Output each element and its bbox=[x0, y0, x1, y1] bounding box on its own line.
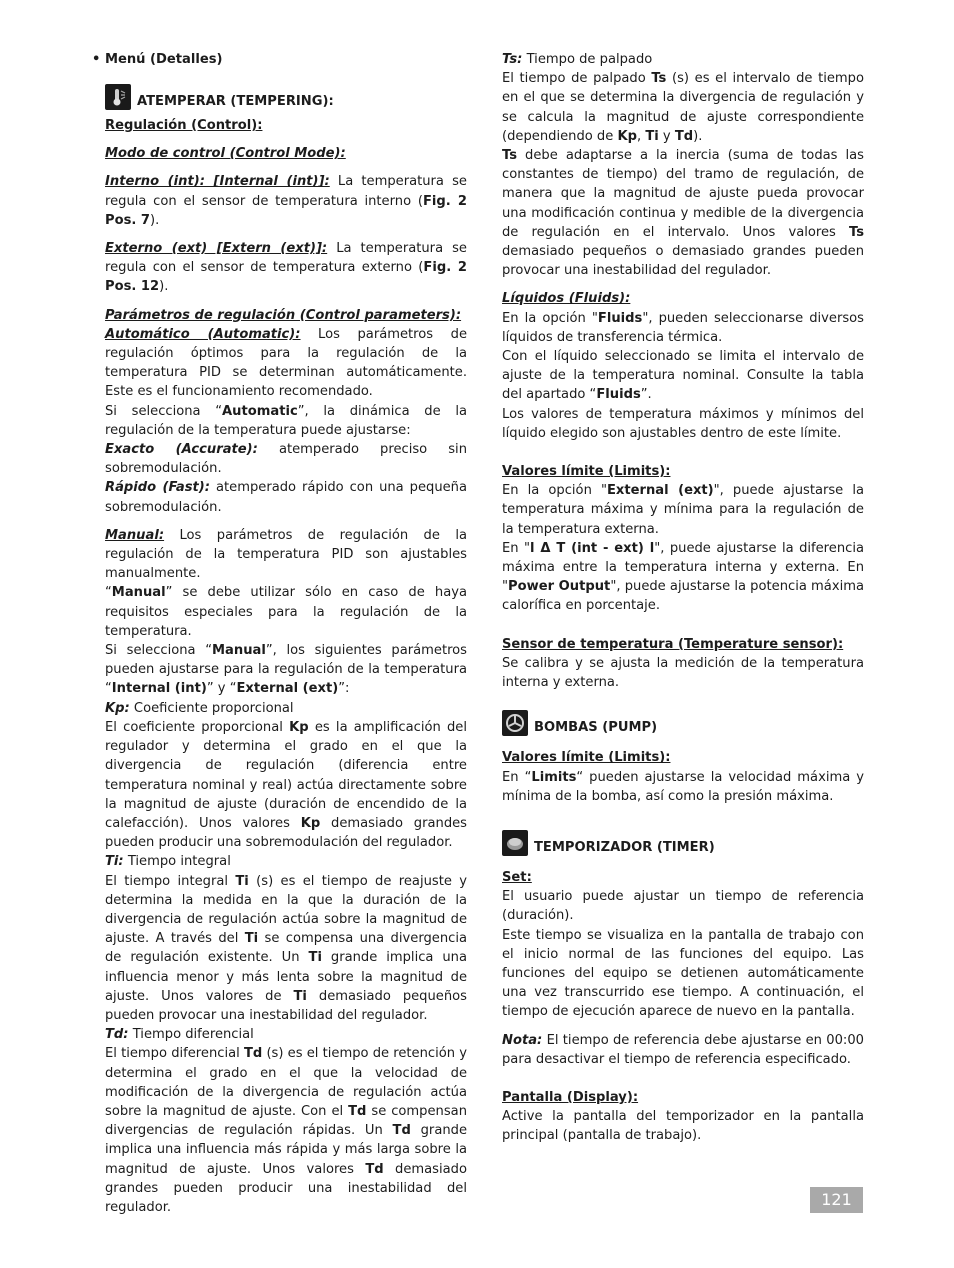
control-heading: Regulación (Control): bbox=[105, 118, 263, 133]
external-paragraph: Externo (ext) [Extern (ext)]: La temperatura se regula con el sensor de temperatura externo (Fig. 2 Pos. 12). bbox=[105, 241, 467, 295]
pump-header bbox=[502, 710, 864, 736]
ti-title: Ti: Tiempo integral bbox=[105, 854, 231, 870]
timer-icon bbox=[502, 830, 528, 856]
timer-display-text: Active la pantalla del temporizador en la pantalla principal (pantalla de trabajo). bbox=[502, 1109, 864, 1144]
sensor-heading: Sensor de temperatura (Temperature sensor): bbox=[502, 636, 844, 652]
ts-paragraph: El tiempo de palpado Ts (s) es el intervalo de tiempo en el que se determina la divergencia de regulación y se calcula la magnitud de ajuste correspondiente (dependiendo de Kp, Ti y Td). bbox=[502, 71, 864, 144]
limits-paragraph: En la opción "External (ext)", puede ajustarse la temperatura máxima y mínima para la regulación de la temperatura externa. bbox=[502, 483, 864, 537]
tempering-heading: ATEMPERAR (TEMPERING): bbox=[137, 94, 334, 109]
fluids-heading: Líquidos (Fluids): bbox=[502, 291, 631, 307]
auto-select-paragraph: Si selecciona “Automatic”, la dinámica de la regulación de la temperatura puede ajustarse: bbox=[105, 403, 468, 438]
timer-display-paragraph: Este tiempo se visualiza en la pantalla de trabajo con el inicio normal de las funciones del equipo. Las funciones del equipo se detienen automáticamente una vez transcurrido ese tiempo. A continuación, el tiempo de ejecución aparece de nuevo en la pantalla. bbox=[502, 927, 864, 1020]
kp-title: Kp: Coeficiente proporcional bbox=[105, 700, 294, 716]
left-column bbox=[105, 50, 467, 1217]
tempering-header bbox=[105, 84, 467, 110]
fluids-limits-paragraph: Los valores de temperatura máximos y mínimos del líquido elegido son ajustables dentro de este límite. bbox=[502, 406, 864, 441]
timer-set-paragraph: El usuario puede ajustar un tiempo de referencia (duración). bbox=[502, 889, 864, 924]
accurate-paragraph: Exacto (Accurate): atemperado preciso sin sobremodulación. bbox=[105, 442, 467, 477]
limits-heading: Valores límite (Limits): bbox=[502, 464, 671, 480]
timer-set-heading: Set: bbox=[502, 869, 532, 885]
td-paragraph: El tiempo diferencial Td (s) es el tiempo de retención y determina el grado en el que la velocidad de modificación de la divergencia de regulación actúa sobre la magnitud de ajuste. Con el Td se compensan divergencias de regulación rápidas. Un Td grande implica una influencia más rápida y más larga sobre la magnitud de ajuste. Unos valores Td demasiado grandes pueden producir una inestabilidad del regulador. bbox=[105, 1046, 468, 1215]
pump-limits-paragraph: En “Limits“ pueden ajustarse la velocidad máxima y mínima de la bomba, así como la presión máxima. bbox=[502, 769, 864, 804]
kp-paragraph: El coeficiente proporcional Kp es la amplificación del regulador y determina el grado en el que la divergencia de regulación (diferencia entre temperatura nominal y real) actúa directamente sobre la magnitud de ajuste (duración de encendido de la calefacción). Unos valores Kp demasiado grandes pueden producir una sobremodulación del regulador. bbox=[105, 719, 468, 851]
thermometer-icon bbox=[105, 84, 131, 110]
ts-adapt-paragraph: Ts debe adaptarse a la inercia (suma de todas las constantes de tiempo) del tramo de regulación, de manera que la magnitud de ajuste pueda provocar una modificación continua y medible de la divergencia de regulación en el intervalo. Unos valores Ts demasiado pequeños o demasiado grandes pueden provocar una inestabilidad del regulador. bbox=[502, 148, 864, 279]
internal-paragraph: Interno (int): [Internal (int)]: La temperatura se regula con el sensor de temperatura interno (Fig. 2 Pos. 7). bbox=[105, 174, 467, 228]
sensor-paragraph: Se calibra y se ajusta la medición de la temperatura interna y externa. bbox=[502, 655, 864, 691]
right-column bbox=[502, 50, 864, 1146]
pump-heading: BOMBAS (PUMP) bbox=[534, 720, 658, 736]
manual-select-paragraph: Si selecciona “Manual”, los siguientes parámetros pueden ajustarse para la regulación de la temperatura “Internal (int)” y “External (ext)”: bbox=[105, 643, 468, 697]
manual-quote-paragraph: “Manual” se debe utilizar sólo en caso de haya requisitos especiales para la regulación de la temperatura. bbox=[105, 585, 467, 639]
params-heading: Parámetros de regulación (Control parameters): bbox=[105, 307, 462, 323]
pump-icon bbox=[502, 710, 528, 736]
timer-display-heading: Pantalla (Display): bbox=[502, 1089, 639, 1105]
ti-paragraph: El tiempo integral Ti (s) es el tiempo de reajuste y determina la medida en la que la duración de la divergencia de regulación actúa sobre la magnitud de ajuste. A través del Ti se compensa una divergencia de regulación existente. Un Ti grande implica una influencia menor y más lenta sobre la magnitud de ajuste. Unos valores de Ti demasiado pequeños pueden provocar una inestabilidad del regulador. bbox=[105, 873, 468, 1023]
ts-title: Ts: Tiempo de palpado bbox=[502, 52, 653, 67]
fluids-range-paragraph: Con el líquido seleccionado se limita el intervalo de ajuste de la temperatura nominal. Consulte la tabla del apartado “Fluids”. bbox=[502, 349, 864, 403]
timer-heading: TEMPORIZADOR (TIMER) bbox=[534, 839, 715, 855]
limits-diff-paragraph: En "l Δ T (int - ext) l", puede ajustarse la diferencia máxima entre la temperatura interna y externa. En "Power Output", puede ajustarse la potencia máxima calorífica en porcentaje. bbox=[502, 540, 864, 614]
timer-note-paragraph: Nota: El tiempo de referencia debe ajustarse en 00:00 para desactivar el tiempo de referencia especificado. bbox=[502, 1032, 864, 1067]
page-number: 121 bbox=[810, 1187, 863, 1213]
td-title: Td: Tiempo diferencial bbox=[105, 1027, 254, 1043]
fast-paragraph: Rápido (Fast): atemperado rápido con una pequeña sobremodulación. bbox=[105, 480, 467, 515]
fluids-paragraph: En la opción "Fluids", pueden seleccionarse diversos líquidos de transferencia térmica. bbox=[502, 310, 865, 345]
mode-heading: Modo de control (Control Mode): bbox=[105, 146, 346, 162]
manual-paragraph: Manual: Los parámetros de regulación de la regulación de la temperatura PID son ajustables manualmente. bbox=[105, 527, 467, 582]
menu-title: • Menú (Detalles) bbox=[92, 52, 223, 67]
pump-limits-heading: Valores límite (Limits): bbox=[502, 750, 671, 766]
auto-paragraph: Automático (Automatic): Los parámetros de regulación óptimos para la regulación de la temperatura PID se determinan automáticamente. Este es el funcionamiento recomendado. bbox=[105, 326, 467, 400]
timer-header bbox=[502, 830, 864, 856]
